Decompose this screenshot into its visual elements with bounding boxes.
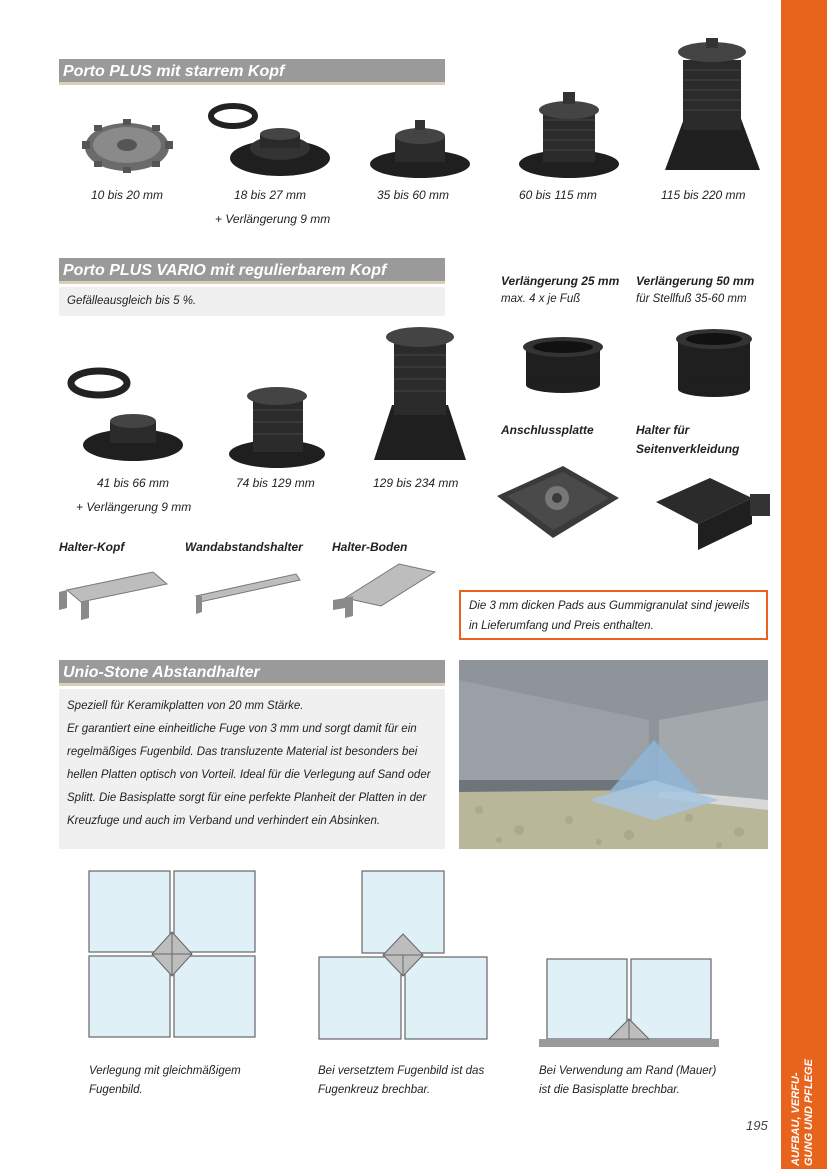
diagram-3-caption-line2: ist die Basisplatte brechbar. <box>539 1084 680 1096</box>
size-label-4: 60 bis 115 mm <box>519 188 597 202</box>
unio-line-3: regelmäßiges Fugenbild. Das transluzente Material ist besonders bei <box>67 746 418 758</box>
section-title-porto-plus-vario: Porto PLUS VARIO mit regulierbarem Kopf <box>59 258 445 284</box>
size-label-5: 115 bis 220 mm <box>661 188 746 202</box>
halter-seitenverkleidung-image <box>650 468 775 558</box>
unio-line-1: Speziell für Keramikplatten von 20 mm Stärke. <box>67 700 304 712</box>
size-label-1: 10 bis 20 mm <box>91 188 164 202</box>
vario-description: Gefälleausgleich bis 5 %. <box>59 287 445 316</box>
anschlussplatte-image <box>493 460 623 542</box>
extension-50-image <box>672 325 757 400</box>
side-strip <box>781 0 827 1169</box>
pads-note-box: Die 3 mm dicken Pads aus Gummigranulat sind jeweils in Lieferumfang und Preis enthalten. <box>459 590 768 640</box>
product-image-60-115 <box>515 88 623 180</box>
product-image-18-27 <box>205 100 335 180</box>
size-label-3: 35 bis 60 mm <box>377 188 450 202</box>
extension-note-2: + Verlängerung 9 mm <box>76 500 192 514</box>
diagram-2-caption-line2: Fugenkreuz brechbar. <box>318 1084 431 1096</box>
section-title-porto-plus: Porto PLUS mit starrem Kopf <box>59 59 445 85</box>
extension-25-image <box>518 335 608 395</box>
section-title-unio-stone: Unio-Stone Abstandhalter <box>59 660 445 686</box>
product-image-74-129 <box>225 378 330 470</box>
size-label-2: 18 bis 27 mm <box>234 188 307 202</box>
ext50-sub: für Stellfuß 35-60 mm <box>636 293 747 305</box>
extension-note-1: + Verlängerung 9 mm <box>215 212 331 226</box>
side-chapter-label: AUFBAU, VERFU- GUNG UND PFLEGE <box>790 1059 815 1166</box>
diagram-3-caption-line1: Bei Verwendung am Rand (Mauer) <box>539 1065 717 1077</box>
wandabstandshalter-image <box>188 568 308 618</box>
product-image-10-20 <box>80 115 175 175</box>
diagram-offset-layout <box>318 870 490 1042</box>
product-image-35-60 <box>365 118 475 180</box>
diagram-grid-layout <box>88 870 258 1040</box>
diagram-wall-layout <box>537 955 721 1051</box>
page-number: 195 <box>746 1118 768 1133</box>
vario-size-label-1: 41 bis 66 mm <box>97 476 170 490</box>
unio-line-5: Splitt. Die Basisplatte sorgt für eine perfekte Planheit der Platten in der <box>67 792 427 804</box>
vario-size-label-3: 129 bis 234 mm <box>373 476 459 490</box>
halter-seite-title-line2: Seitenverkleidung <box>636 442 740 456</box>
diagram-1-caption-line1: Verlegung mit gleichmäßigem <box>89 1065 241 1077</box>
product-image-41-66 <box>65 365 185 470</box>
wandabstandshalter-label: Wandabstandshalter <box>185 540 303 554</box>
halter-seite-title-line1: Halter für <box>636 423 690 437</box>
unio-description <box>59 689 445 849</box>
anschlussplatte-title: Anschlussplatte <box>501 423 594 437</box>
diagram-1-caption-line2: Fugenbild. <box>89 1084 143 1096</box>
halter-kopf-image <box>55 568 170 623</box>
halter-kopf-label: Halter-Kopf <box>59 540 125 554</box>
unio-line-6: Kreuzfuge und auch im Verband und verhindert ein Absinken. <box>67 815 381 827</box>
unio-line-2: Er garantiert eine einheitliche Fuge von 3 mm und sorgt damit für ein <box>67 723 417 735</box>
ext50-title: Verlängerung 50 mm <box>636 274 755 288</box>
diagram-2-caption-line1: Bei versetztem Fugenbild ist das <box>318 1065 485 1077</box>
halter-boden-image <box>325 560 440 625</box>
product-image-115-220 <box>655 38 770 180</box>
ext25-sub: max. 4 x je Fuß <box>501 293 581 305</box>
halter-boden-label: Halter-Boden <box>332 540 408 554</box>
ext25-title: Verlängerung 25 mm <box>501 274 620 288</box>
vario-size-label-2: 74 bis 129 mm <box>236 476 315 490</box>
product-image-129-234 <box>370 325 470 470</box>
unio-line-4: hellen Platten optisch von Vorteil. Ideal für die Verlegung auf Sand oder <box>67 769 431 781</box>
unio-stone-photo <box>459 660 768 849</box>
